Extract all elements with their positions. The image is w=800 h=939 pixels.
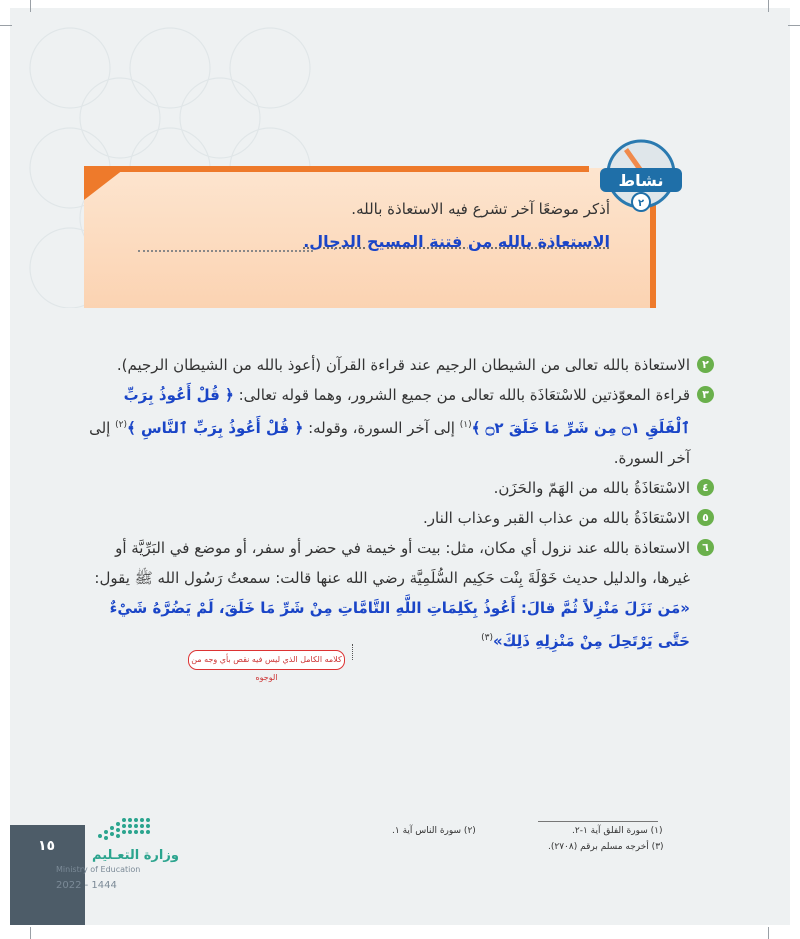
item-text: إلى آخر السورة. bbox=[89, 419, 690, 467]
badge-number: ٢ bbox=[637, 198, 645, 209]
page-number: ١٥ bbox=[37, 838, 56, 854]
answer-dotted-line bbox=[138, 250, 313, 252]
activity-corner bbox=[84, 166, 128, 200]
list-item bbox=[74, 473, 714, 503]
crop-mark bbox=[30, 927, 31, 939]
note-pointer bbox=[352, 644, 354, 660]
badge-label: نشاط bbox=[618, 171, 664, 190]
footnote-ref: (٢) bbox=[115, 420, 127, 430]
activity-answer: الاستعاذة بالله من فتنة المسيح الدجال. bbox=[303, 232, 610, 251]
activity-question: أذكر موضعًا آخر تشرع فيه الاستعاذة بالله. bbox=[351, 200, 610, 218]
ministry-name-english: Ministry of Education bbox=[56, 865, 141, 874]
item-number: ٤ bbox=[697, 479, 714, 496]
footnote-1: (١) سورة الفلق آية ١-٢. bbox=[572, 826, 663, 836]
item-text: الاسْتعَاذَةُ بالله من عذاب القبر وعذاب النار. bbox=[423, 509, 690, 527]
content-list bbox=[74, 350, 714, 656]
item-number: ٣ bbox=[697, 386, 714, 403]
footnote-ref: (٣) bbox=[481, 633, 493, 643]
list-item bbox=[74, 533, 714, 656]
list-item bbox=[74, 380, 714, 473]
crop-mark bbox=[0, 25, 12, 26]
margin-note: كلامه الكامل الذي ليس فيه نقص بأي وجه من الوجوه bbox=[188, 650, 345, 670]
list-item bbox=[74, 503, 714, 533]
crop-mark bbox=[768, 0, 769, 12]
activity-badge bbox=[600, 138, 682, 218]
crop-mark bbox=[768, 927, 769, 939]
quran-verse: ﴿ قُلْ أَعُوذُ بِرَبِّ ٱلنَّاسِ ﴾ bbox=[126, 419, 304, 437]
hadith-text: «مَن نَزَلَ مَنْزِلاً ثُمَّ قالَ: أَعُوذُ بِكَلِمَاتِ اللَّهِ التَّامَّاتِ مِنْ شَرِّ مَا خَلَقَ، لَمْ يَضُرَّهُ شَيْءٌ حَتَّى يَرْتَحِلَ مِنْ مَنْزِلِهِ ذَلِكَ» bbox=[109, 599, 690, 650]
crop-mark bbox=[788, 25, 800, 26]
item-number: ٦ bbox=[697, 539, 714, 556]
item-text: الاستعاذة بالله عند نزول أي مكان، مثل: بيت أو خيمة في حضر أو سفر، أو موضع في البَرِّيَّة أو غيرها، والدليل حديث خَوْلَةَ بِنْت حَكِيم السُّلَمِيَّة رضي الله عنها قالت: سمعتُ رَسُول الله ﷺ يقول: bbox=[94, 539, 690, 587]
item-text: الاسْتعَاذَةُ بالله من الهَمّ والحَزَن. bbox=[493, 479, 690, 497]
edition-year: 2022 - 1444 bbox=[56, 880, 117, 891]
footnote-divider bbox=[538, 821, 658, 822]
item-text: الاستعاذة بالله تعالى من الشيطان الرجيم عند قراءة القرآن (أعوذ بالله من الشيطان الرجيم). bbox=[116, 356, 690, 374]
crop-mark bbox=[30, 0, 31, 12]
ministry-logo-icon bbox=[96, 814, 156, 842]
ministry-name-arabic: وزارة التعـليم bbox=[92, 848, 179, 863]
item-number: ٥ bbox=[697, 509, 714, 526]
footnote-2: (٢) سورة الناس آية ١. bbox=[392, 826, 476, 836]
activity-top-border bbox=[84, 166, 589, 172]
quran-verse: ﴿ قُلْ أَعُوذُ بِرَبِّ ٱلْفَلَقِ ۝١ مِن شَرِّ مَا خَلَقَ ۝٢ ﴾ bbox=[123, 386, 690, 437]
footnote-ref: (١) bbox=[459, 420, 472, 430]
item-text: قراءة المعوّذتين للاسْتعَاذَة بالله تعالى من جميع الشرور، وهما قوله تعالى: bbox=[238, 386, 690, 404]
item-number: ٢ bbox=[697, 356, 714, 373]
item-text: إلى آخر السورة، وقوله: bbox=[308, 419, 455, 437]
footnote-3: (٣) أخرجه مسلم برقم (٢٧٠٨). bbox=[548, 842, 664, 852]
list-item bbox=[74, 350, 714, 380]
